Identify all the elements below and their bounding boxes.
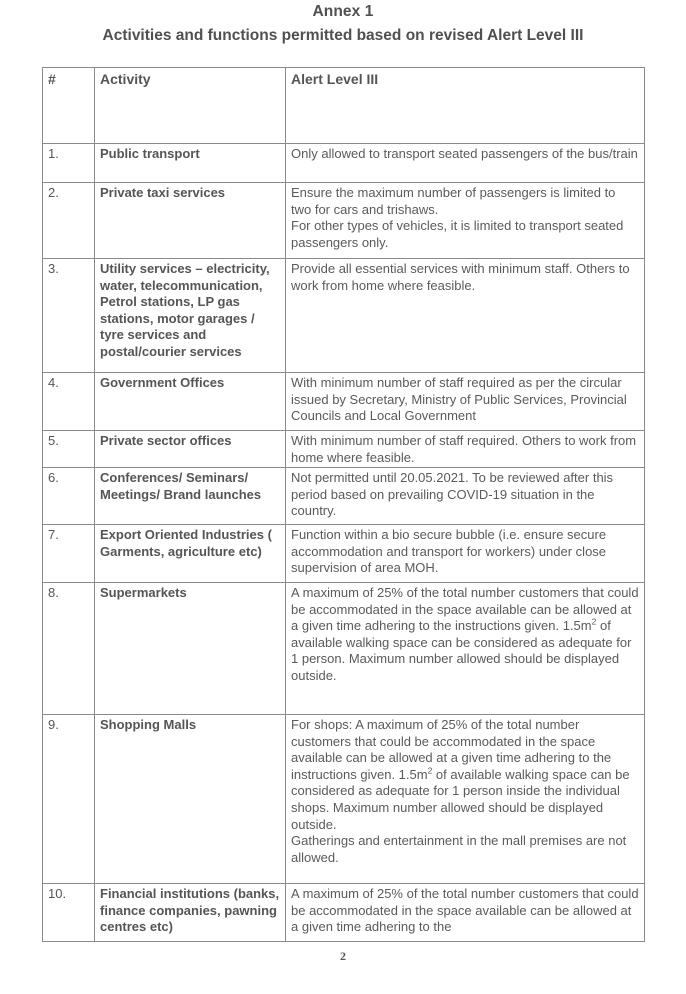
alert-text: Gatherings and entertainment in the mall premises are not allowed. [291, 833, 627, 865]
row-number: 8. [43, 583, 95, 715]
page-number: 2 [340, 949, 346, 963]
activity-cell: Private taxi services [95, 183, 286, 259]
superscript: 2 [591, 616, 597, 627]
alert-text-part: A maximum of 25% of the total number customers that could be accommodated in the space available can be allowed at a given time adhering to the instructions given. 1.5m [291, 585, 639, 634]
activity-cell: Shopping Malls [95, 715, 286, 884]
activity-cell: Utility services – electricity, water, telecommunication, Petrol stations, LP gas stations, motor garages / tyre services and postal/courier services [95, 259, 286, 373]
row-number: 1. [43, 144, 95, 183]
alert-text: For other types of vehicles, it is limited to transport seated passengers only. [291, 218, 624, 250]
alert-text: A maximum of 25% of the total number customers that could be accommodated in the space available can be allowed at a given time adhering to the [291, 886, 639, 935]
column-header-alert-level: Alert Level III [286, 68, 645, 144]
alert-level-cell [286, 468, 645, 525]
row-number: 9. [43, 715, 95, 884]
column-header-number: # [43, 68, 95, 144]
activity-cell: Public transport [95, 144, 286, 183]
alert-text-part: For shops: A maximum of 25% of the total number customers that could be accommodated in the space available can be allowed at a given time adhering to the instructions given. 1.5m [291, 717, 612, 782]
activity-cell: Government Offices [95, 373, 286, 431]
alert-text-part: of available walking space can be considered as adequate for 1 person. Maximum number allowed should be displayed outside. [291, 618, 632, 683]
alert-level-activities-table [42, 67, 645, 942]
table-row [43, 373, 645, 431]
alert-text: With minimum number of staff required as per the circular issued by Secretary, Ministry of Public Services, Provincial Councils and Local Government [291, 375, 627, 424]
activity-cell: Export Oriented Industries ( Garments, agriculture etc) [95, 525, 286, 583]
table-header-row [43, 68, 645, 144]
table-row [43, 468, 645, 525]
table-row [43, 259, 645, 373]
alert-level-cell [286, 183, 645, 259]
row-number: 3. [43, 259, 95, 373]
alert-level-cell [286, 715, 645, 884]
activity-cell: Financial institutions (banks, finance companies, pawning centres etc) [95, 884, 286, 942]
superscript: 2 [427, 765, 433, 776]
alert-level-cell [286, 144, 645, 183]
alert-level-cell [286, 373, 645, 431]
alert-text: Provide all essential services with minimum staff. Others to work from home where feasible. [291, 261, 630, 293]
table-row [43, 583, 645, 715]
table-row [43, 525, 645, 583]
alert-level-cell [286, 431, 645, 468]
alert-text-part: of available walking space can be considered as adequate for 1 person inside the individual shops. Maximum number allowed should be displayed outside. [291, 766, 630, 832]
alert-level-cell [286, 884, 645, 942]
table-row [43, 144, 645, 183]
alert-level-cell [286, 583, 645, 715]
row-number: 6. [43, 468, 95, 525]
column-header-activity: Activity [95, 68, 286, 144]
table-row [43, 183, 645, 259]
alert-text [291, 717, 639, 833]
table-row [43, 431, 645, 468]
row-number: 10. [43, 884, 95, 942]
alert-text: With minimum number of staff required. Others to work from home where feasible. [291, 433, 637, 465]
annex-label: Annex 1 [312, 3, 374, 20]
row-number: 5. [43, 431, 95, 468]
row-number: 4. [43, 373, 95, 431]
activity-cell: Private sector offices [95, 431, 286, 468]
alert-level-cell [286, 259, 645, 373]
row-number: 2. [43, 183, 95, 259]
table-row [43, 884, 645, 942]
activity-cell: Supermarkets [95, 583, 286, 715]
alert-text [291, 585, 639, 685]
alert-text: Not permitted until 20.05.2021. To be reviewed after this period based on prevailing COVID-19 situation in the country. [291, 470, 614, 519]
alert-text: Only allowed to transport seated passengers of the bus/train [291, 146, 638, 161]
document-title: Activities and functions permitted based on revised Alert Level III [102, 27, 584, 44]
activity-cell: Conferences/ Seminars/ Meetings/ Brand launches [95, 468, 286, 525]
alert-level-cell [286, 525, 645, 583]
alert-text: Function within a bio secure bubble (i.e. ensure secure accommodation and transport for workers) under close supervision of area MOH. [291, 527, 607, 576]
table-row [43, 715, 645, 884]
row-number: 7. [43, 525, 95, 583]
alert-text: Ensure the maximum number of passengers is limited to two for cars and trishaws. [291, 185, 616, 217]
